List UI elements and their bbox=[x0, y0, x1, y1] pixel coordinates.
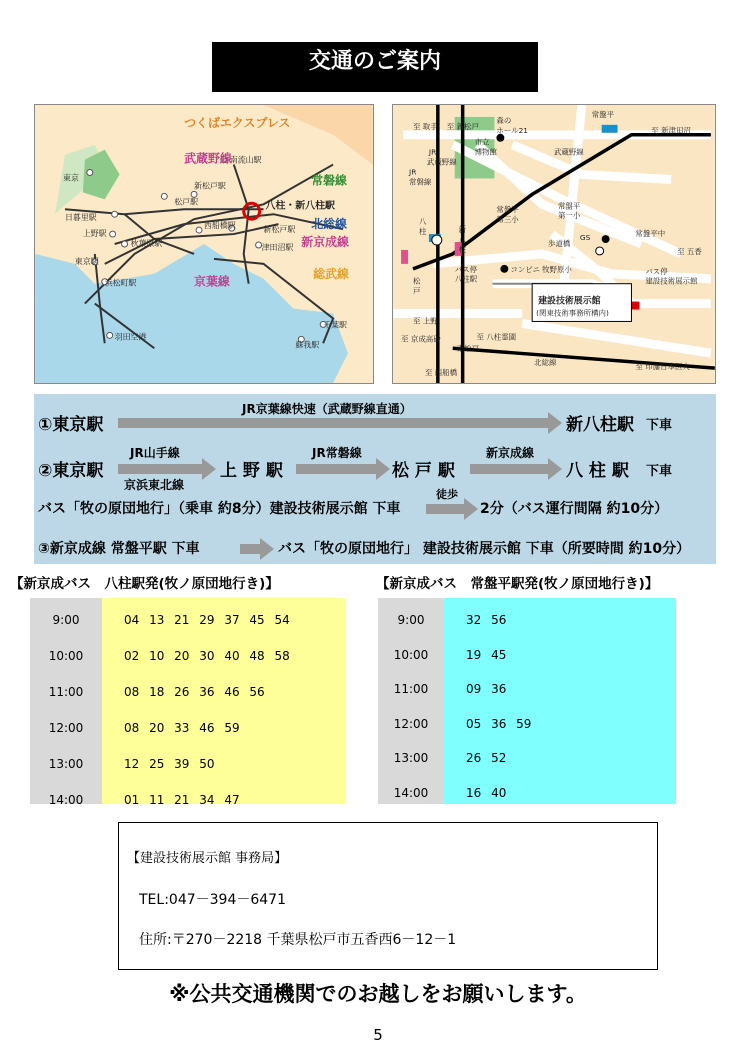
map-line-label: 総武線 bbox=[313, 266, 349, 281]
timetable-row bbox=[30, 710, 346, 746]
local-map-label: 柱 bbox=[418, 227, 427, 237]
local-map-label: 第一小 bbox=[557, 211, 581, 221]
contact-address: 住所:〒270－2218 千葉県松戸市五香西6－12－1 bbox=[139, 932, 457, 948]
timetable-minutes: 32 56 bbox=[466, 613, 507, 627]
timetable-hour: 10:00 bbox=[393, 647, 429, 662]
route1-arrow bbox=[118, 418, 550, 428]
map-station-label: 八柱・新八柱駅 bbox=[265, 200, 335, 212]
local-map bbox=[392, 104, 716, 384]
timetable-left-heading: 【新京成バス 八柱駅発(牧ノ原団地行き)】 bbox=[10, 576, 279, 592]
timetable-hour: 9:00 bbox=[52, 613, 80, 627]
timetable-row bbox=[30, 782, 346, 818]
timetable-hour: 13:00 bbox=[48, 757, 84, 771]
timetable-hour: 11:00 bbox=[48, 685, 84, 699]
timetable-row bbox=[30, 746, 346, 782]
local-map-label: 東松戸 bbox=[456, 344, 480, 354]
route2-arrow-a bbox=[118, 464, 204, 474]
route2-arrow-b bbox=[296, 464, 378, 474]
map-station-label: 羽田空港 bbox=[114, 332, 147, 342]
map-line-label: 新京成線 bbox=[301, 234, 349, 249]
timetable-row bbox=[30, 674, 346, 710]
timetable-minutes: 05 36 59 bbox=[466, 716, 532, 731]
local-map-label: 至 新津田沼 bbox=[651, 125, 691, 135]
local-map-label: 常盤平 bbox=[591, 109, 615, 119]
map-station-label: 西船橋駅 bbox=[204, 221, 236, 231]
timetable-left bbox=[30, 598, 346, 807]
local-map-label: 松 bbox=[413, 276, 421, 286]
route2-mid1: 上 野 駅 bbox=[220, 461, 283, 481]
route3-arrow bbox=[240, 544, 262, 554]
local-map-label: (関東技術事務所構内) bbox=[536, 308, 609, 318]
local-map-label: 新 bbox=[458, 225, 467, 235]
timetable-row bbox=[30, 602, 346, 638]
route1-line: JR京葉線快速（武蔵野線直通） bbox=[242, 402, 412, 416]
route-guide bbox=[34, 394, 716, 564]
local-map-label: GS bbox=[579, 233, 591, 243]
timetable-row bbox=[378, 706, 676, 742]
local-map-label: コンビニ bbox=[510, 264, 541, 274]
route2-line-c: 新京成線 bbox=[486, 446, 535, 460]
map-station-label: 蘇我駅 bbox=[295, 340, 320, 350]
timetable-minutes: 19 45 bbox=[466, 647, 507, 662]
local-map-label: 至 京成高砂 bbox=[401, 334, 441, 344]
timetable-minutes: 26 52 bbox=[466, 751, 507, 765]
local-map-label: 第三小 bbox=[496, 215, 519, 225]
local-map-label: 柱 bbox=[458, 244, 467, 254]
local-map-label: 歩道橋 bbox=[548, 238, 571, 248]
local-map-label: JR bbox=[428, 147, 437, 157]
map-station-label: 東京駅 bbox=[74, 256, 99, 266]
local-map-label: 至 上野 bbox=[413, 316, 438, 326]
timetable-hour: 14:00 bbox=[393, 785, 429, 800]
regional-map bbox=[34, 104, 374, 384]
local-map-label: 建設技術展示館 bbox=[645, 276, 698, 286]
local-map-label: JR bbox=[409, 167, 417, 177]
local-map-label: 博物館 bbox=[474, 147, 497, 157]
route2-line-a2: 京浜東北線 bbox=[124, 478, 185, 492]
timetable-minutes: 02 10 20 30 40 48 58 bbox=[124, 649, 290, 663]
local-map-label: 建設技術展示館 bbox=[538, 296, 601, 307]
route1-alight: 下車 bbox=[646, 418, 673, 433]
local-map-graphic bbox=[393, 105, 715, 383]
page-number: 5 bbox=[373, 1026, 383, 1044]
timetable-minutes: 08 20 33 46 59 bbox=[124, 721, 240, 735]
map-station-label: 浜松町駅 bbox=[104, 278, 137, 288]
walk-text: 2分（バス運行間隔 約10分） bbox=[480, 501, 669, 517]
timetable-row bbox=[378, 671, 676, 707]
timetable-hour: 10:00 bbox=[48, 649, 84, 663]
local-map-label: ホール21 bbox=[496, 125, 529, 135]
map-station-label: 日暮里駅 bbox=[65, 213, 97, 223]
local-map-label: 常盤平 bbox=[557, 201, 581, 211]
route1-to: 新八柱駅 bbox=[566, 415, 634, 435]
timetable-minutes: 04 13 21 29 37 45 54 bbox=[124, 613, 290, 627]
local-map-label: 北総線 bbox=[534, 358, 557, 368]
map-station-label: 上野駅 bbox=[82, 229, 107, 239]
walk-label: 徒歩 bbox=[436, 488, 458, 501]
map-line-label: 常磐線 bbox=[311, 173, 347, 188]
route3-text: ③新京成線 常盤平駅 下車 bbox=[38, 541, 200, 557]
transit-note: ※公共交通機関でのお越しをお願いします。 bbox=[169, 982, 587, 1006]
map-station-label: 新松戸駅 bbox=[263, 225, 296, 235]
local-map-label: 八 bbox=[458, 235, 467, 245]
map-station-label: 南流山駅 bbox=[229, 155, 262, 165]
timetable-hour: 12:00 bbox=[393, 716, 429, 731]
local-map-label: 常磐線 bbox=[409, 177, 432, 187]
local-map-label: バス停 bbox=[645, 266, 668, 276]
map-line-label: 京葉線 bbox=[194, 274, 230, 289]
local-map-label: バス停 bbox=[454, 264, 478, 274]
timetable-minutes: 09 36 bbox=[466, 682, 507, 696]
local-map-label: 戸 bbox=[413, 286, 421, 296]
timetable-hour: 12:00 bbox=[48, 721, 84, 735]
local-map-label: 至 印旛日本医大 bbox=[635, 362, 690, 372]
walk-arrow bbox=[426, 504, 466, 514]
local-map-label: 牧野原小 bbox=[542, 264, 572, 274]
timetable-row bbox=[30, 638, 346, 674]
route2-mid2: 松 戸 駅 bbox=[392, 461, 455, 481]
local-map-label: 常盤平中 bbox=[635, 229, 666, 239]
local-map-label: 武蔵野線 bbox=[554, 147, 584, 157]
timetable-right-heading: 【新京成バス 常盤平駅発(牧ノ原団地行き)】 bbox=[376, 576, 659, 592]
contact-box bbox=[118, 822, 658, 970]
map-station-label: 新松戸駅 bbox=[194, 181, 226, 191]
map-line-label: 武蔵野線 bbox=[184, 151, 232, 166]
map-station-label: 松戸駅 bbox=[174, 197, 199, 207]
map-station-label: 千葉駅 bbox=[323, 320, 347, 330]
local-map-label: 至 取手 bbox=[413, 121, 438, 131]
timetable-minutes: 16 40 bbox=[466, 785, 507, 800]
timetable-row bbox=[378, 775, 676, 811]
regional-map-graphic bbox=[35, 105, 373, 383]
timetable-hour: 9:00 bbox=[397, 613, 425, 627]
route2-line-a1: JR山手線 bbox=[130, 446, 180, 460]
contact-tel: TEL:047－394－6471 bbox=[139, 892, 286, 908]
page-title: 交通のご案内 bbox=[212, 42, 538, 92]
local-map-label: 武蔵野線 bbox=[426, 157, 457, 167]
map-station-label: 秋葉原駅 bbox=[130, 238, 163, 248]
timetable-hour: 14:00 bbox=[48, 793, 84, 807]
timetable-row bbox=[378, 740, 676, 776]
local-map-label: 市立 bbox=[474, 137, 490, 147]
timetable-right bbox=[378, 598, 676, 804]
timetable-minutes: 08 18 26 36 46 56 bbox=[124, 685, 265, 699]
contact-heading: 【建設技術展示館 事務局】 bbox=[127, 851, 288, 866]
timetable-hour: 11:00 bbox=[393, 682, 429, 696]
route3-rest: バス「牧の原団地行」 建設技術展示館 下車（所要時間 約10分） bbox=[278, 541, 691, 557]
timetable-hour: 13:00 bbox=[393, 751, 429, 765]
local-map-label: 至 新松戸 bbox=[446, 121, 479, 131]
map-line-label: つくばエクスプレス bbox=[184, 115, 291, 130]
route1-from: ①東京駅 bbox=[38, 415, 104, 435]
timetable-minutes: 01 11 21 34 47 bbox=[124, 793, 240, 807]
local-map-label: 森の bbox=[496, 115, 512, 125]
local-map-label: 八柱駅 bbox=[454, 274, 478, 284]
timetable-row bbox=[378, 602, 676, 638]
route2-from: ②東京駅 bbox=[38, 461, 104, 481]
route2-to: 八 柱 駅 bbox=[566, 461, 629, 481]
map-line-label: 北総線 bbox=[311, 217, 347, 232]
map-station-label: 津田沼駅 bbox=[261, 242, 294, 252]
local-map-label: 至 五香 bbox=[677, 246, 702, 256]
route2-line-b: JR常磐線 bbox=[312, 446, 362, 460]
route2-alight: 下車 bbox=[646, 464, 673, 479]
local-map-label: 八 bbox=[418, 217, 427, 227]
local-map-label: 至 西船橋 bbox=[424, 368, 458, 378]
bus-text: バス「牧の原団地行」（乗車 約8分）建設技術展示館 下車 bbox=[38, 501, 401, 517]
route2-arrow-c bbox=[470, 464, 550, 474]
map-station-label: 東京 bbox=[63, 173, 79, 183]
timetable-minutes: 12 25 39 50 bbox=[124, 757, 215, 771]
local-map-label: 至 八柱霊園 bbox=[476, 332, 517, 342]
local-map-label: 常盤平 bbox=[496, 205, 519, 215]
timetable-row bbox=[378, 637, 676, 673]
